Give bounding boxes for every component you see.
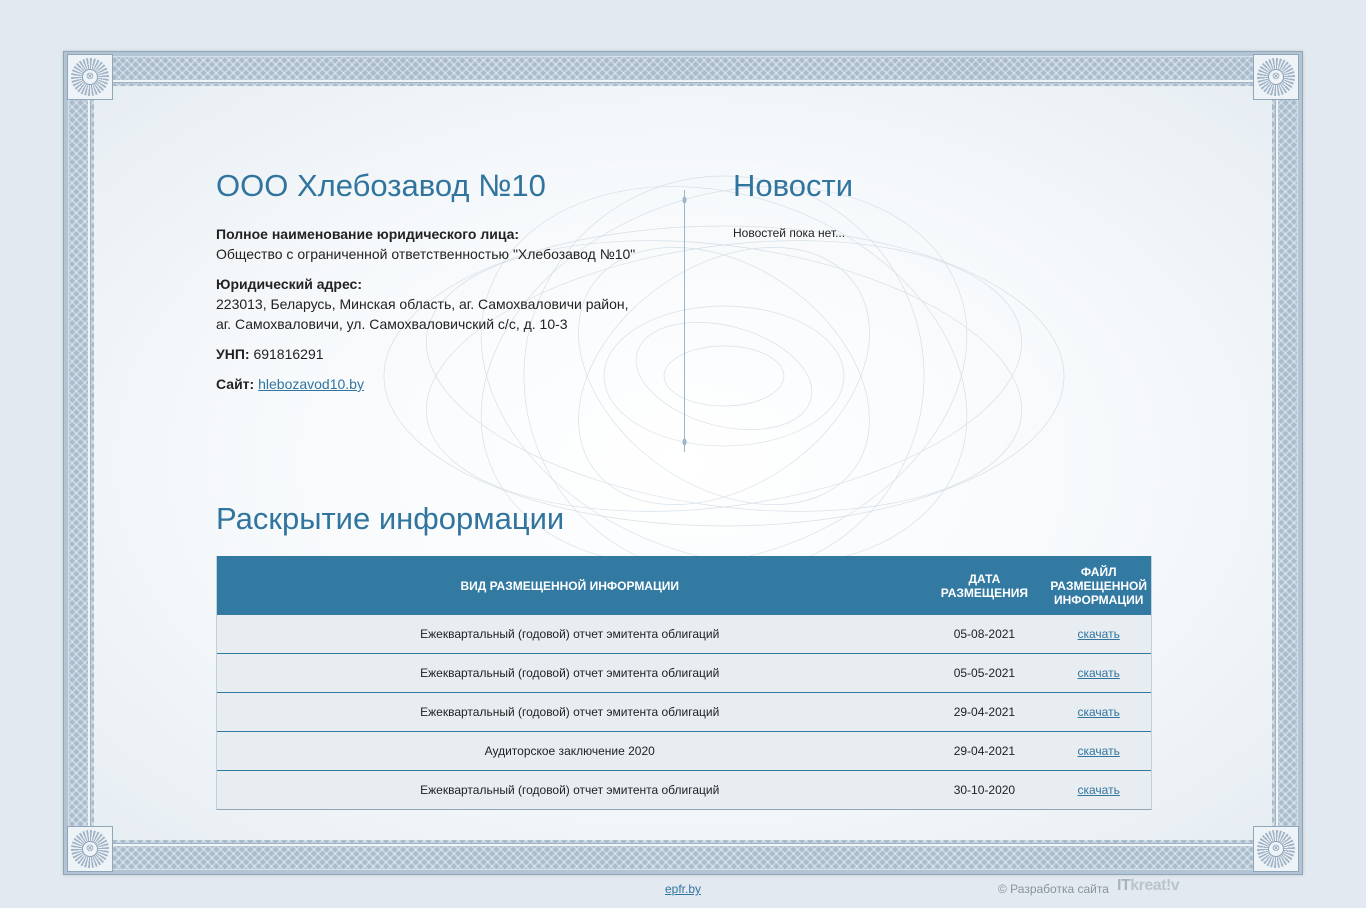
row-date: 29-04-2021 (922, 693, 1046, 732)
unp-value: 691816291 (253, 346, 324, 362)
news-title: Новости (733, 168, 854, 203)
row-type: Аудиторское заключение 2020 (217, 732, 922, 771)
row-file-cell (1046, 732, 1151, 771)
table-row (217, 693, 1151, 732)
footer-credit: © Разработка сайта (998, 882, 1109, 896)
corner-ornament-icon: ⊗ (67, 826, 113, 872)
row-date: 05-05-2021 (922, 654, 1046, 693)
full-name-value: Общество с ограниченной ответственностью "Хлебозавод №10" (216, 246, 636, 262)
row-type: Ежеквартальный (годовой) отчет эмитента облигаций (217, 693, 922, 732)
header-date-line: ДАТА (968, 571, 1001, 586)
disclosure-table-container (216, 556, 1152, 810)
site-label: Сайт: (216, 376, 255, 392)
row-type: Ежеквартальный (годовой) отчет эмитента облигаций (217, 771, 922, 810)
logo-it: IT (1117, 877, 1131, 894)
row-date: 30-10-2020 (922, 771, 1046, 810)
header-date (922, 556, 1046, 615)
table-row (217, 615, 1151, 654)
full-name-section (216, 224, 656, 264)
download-link[interactable]: скачать (1077, 783, 1120, 797)
header-file-line: ФАЙЛ (1080, 564, 1117, 579)
row-file-cell (1046, 615, 1151, 654)
full-name-label: Полное наименование юридического лица: (216, 226, 520, 242)
disclosure-title: Раскрытие информации (216, 501, 565, 536)
site-section (216, 374, 656, 394)
row-file-cell (1046, 654, 1151, 693)
download-link[interactable]: скачать (1077, 744, 1120, 758)
address-section (216, 274, 656, 334)
row-file-cell (1046, 693, 1151, 732)
company-info (216, 224, 656, 404)
header-file-line: ИНФОРМАЦИИ (1053, 592, 1144, 607)
table-row (217, 771, 1151, 810)
developer-logo[interactable] (1117, 877, 1179, 895)
download-link[interactable]: скачать (1077, 705, 1120, 719)
corner-ornament-icon: ⊗ (1253, 54, 1299, 100)
row-date: 05-08-2021 (922, 615, 1046, 654)
ornament-divider-icon (684, 190, 685, 452)
address-label: Юридический адрес: (216, 276, 362, 292)
row-type: Ежеквартальный (годовой) отчет эмитента облигаций (217, 615, 922, 654)
unp-label: УНП: (216, 346, 250, 362)
table-row (217, 732, 1151, 771)
company-title: ООО Хлебозавод №10 (216, 168, 546, 203)
unp-section (216, 344, 656, 364)
table-header-row (217, 556, 1151, 615)
corner-ornament-icon: ⊗ (1253, 826, 1299, 872)
header-date-line: РАЗМЕЩЕНИЯ (940, 585, 1029, 600)
download-link[interactable]: скачать (1077, 627, 1120, 641)
address-line-1: 223013, Беларусь, Минская область, аг. Самохваловичи район, (216, 296, 629, 312)
footer-link[interactable]: epfr.by (665, 882, 702, 896)
header-type: ВИД РАЗМЕЩЕННОЙ ИНФОРМАЦИИ (217, 556, 922, 615)
row-file-cell (1046, 771, 1151, 810)
corner-ornament-icon: ⊗ (67, 54, 113, 100)
address-line-2: аг. Самохваловичи, ул. Самохваловичский с/с, д. 10-3 (216, 316, 568, 332)
logo-rest: kreat!v (1130, 877, 1180, 894)
row-type: Ежеквартальный (годовой) отчет эмитента облигаций (217, 654, 922, 693)
news-empty-text: Новостей пока нет... (733, 226, 846, 240)
disclosure-table (217, 556, 1151, 809)
site-link[interactable]: hlebozavod10.by (258, 376, 364, 392)
header-file (1046, 556, 1151, 615)
table-row (217, 654, 1151, 693)
download-link[interactable]: скачать (1077, 666, 1120, 680)
header-file-line: РАЗМЕЩЕННОЙ (1050, 578, 1147, 593)
row-date: 29-04-2021 (922, 732, 1046, 771)
